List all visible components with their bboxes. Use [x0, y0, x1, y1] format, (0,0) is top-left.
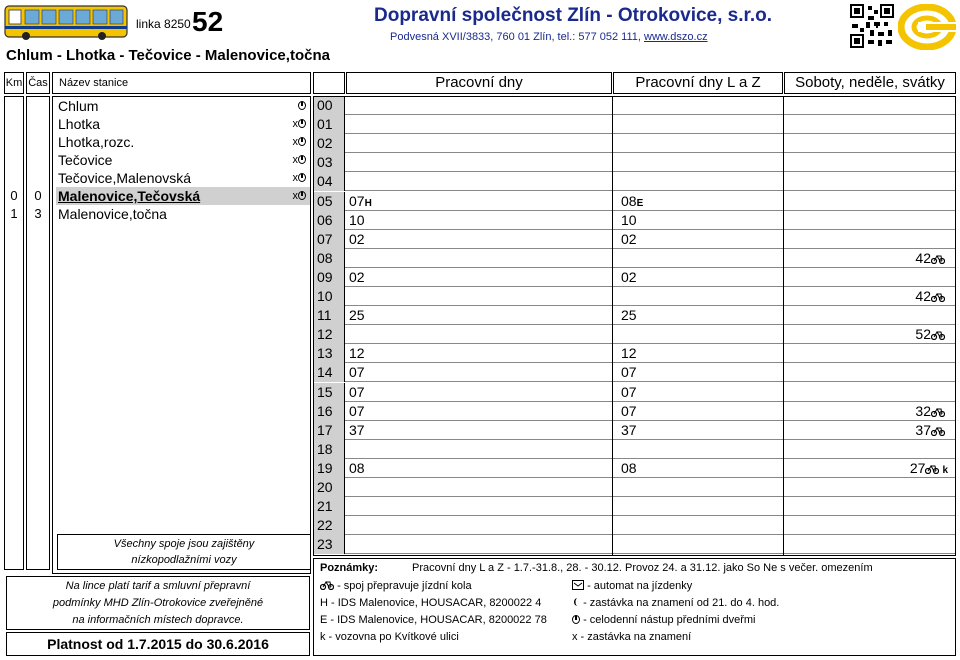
timetable-row [313, 402, 956, 421]
low-floor-line-2: nízkopodlažními vozy [131, 554, 237, 566]
timetable-row [313, 153, 956, 172]
workday-lz-departure [621, 459, 637, 478]
hour-label: 04 [313, 172, 345, 191]
weekend-departure [910, 459, 948, 478]
departure-minute: 02 [349, 268, 365, 285]
departure-note: H [364, 197, 372, 209]
workday-lz-departure [621, 421, 637, 440]
hour-label: 07 [313, 230, 345, 249]
bicycle-icon [931, 330, 945, 340]
workday-lz-departure [621, 402, 637, 421]
departure-minute: 37 [349, 421, 365, 438]
bicycle-icon [931, 292, 945, 302]
timetable-row [313, 249, 956, 268]
timetable-row [313, 497, 956, 516]
ticket-machine-icon [572, 580, 584, 590]
departure-note: E [636, 197, 644, 209]
lz-note: Pracovní dny L a Z - 1.7.-31.8., 28. - 30.12. Provoz 24. a 31.12. jako So Ne s večer. omezením [412, 562, 873, 574]
time-column-header: Čas [26, 72, 50, 94]
low-floor-line-1: Všechny spoje jsou zajištěny [113, 538, 255, 550]
workday-departure [349, 363, 365, 382]
timetable-row [313, 211, 956, 230]
notes-title: Poznámky: [320, 562, 379, 574]
weekend-departure [945, 535, 948, 554]
hour-label: 08 [313, 249, 345, 268]
weekend-departure [915, 249, 948, 268]
timetable-row [313, 344, 956, 363]
weekend-departure [945, 497, 948, 516]
timetable-row [313, 268, 956, 287]
low-floor-note [57, 534, 311, 570]
timetable-row [313, 421, 956, 440]
front-door-icon [298, 191, 306, 200]
weekend-departure [945, 96, 948, 115]
hour-label: 15 [313, 383, 345, 402]
front-door-icon [572, 615, 580, 624]
weekend-departure [915, 287, 948, 306]
departure-minute: 02 [349, 230, 365, 247]
hour-label: 13 [313, 344, 345, 363]
bus-icon [4, 4, 128, 40]
weekend-departure [945, 363, 948, 382]
timetable-row [313, 363, 956, 382]
bike-note-text: - spoj přepravuje jízdní kola [337, 580, 472, 592]
hour-label: 17 [313, 421, 345, 440]
tariff-line-1: Na lince platí tarif a smluvní přepravní [65, 580, 251, 592]
bicycle-icon [931, 254, 945, 264]
company-name: Dopravní společnost Zlín - Otrokovice, s.r.o. [374, 5, 773, 26]
workday-lz-departure [621, 383, 637, 402]
departure-minute: 07 [621, 364, 637, 381]
workday-departure [349, 459, 365, 478]
bicycle-icon [925, 464, 939, 474]
validity-period: Platnost od 1.7.2015 do 30.6.2016 [6, 632, 310, 656]
front-door-icon [298, 173, 306, 182]
weekend-departure [915, 325, 948, 344]
x-note: x - zastávka na znamení [572, 631, 692, 643]
departure-minute: 08 [349, 459, 365, 476]
stop-item [58, 169, 310, 187]
departure-minute: 07 [349, 192, 365, 209]
request-stop-flag: x [292, 172, 298, 184]
e-note: E - IDS Malenovice, HOUSACAR, 8200022 78 [320, 614, 547, 626]
stop-name: Tečovice [58, 152, 113, 168]
departure-note: k [942, 464, 948, 476]
departure-minute: 07 [349, 402, 365, 419]
workday-departure [349, 211, 365, 230]
timetable-row [313, 535, 956, 554]
stop-km: 1 [10, 206, 18, 221]
timetable-row [313, 478, 956, 497]
departure-minute: 12 [349, 345, 365, 362]
workday-lz-departure [621, 192, 643, 211]
request-stop-text: - zastávka na znamení od 21. do 4. hod. [583, 597, 780, 609]
km-column-header: Km [4, 72, 24, 94]
hour-label: 19 [313, 459, 345, 478]
h-note: H - IDS Malenovice, HOUSACAR, 8200022 4 [320, 597, 542, 609]
front-door-text: - celodenní nástup předními dveřmi [583, 614, 756, 626]
stop-name: Lhotka,rozc. [58, 134, 135, 150]
hour-label: 14 [313, 363, 345, 382]
weekend-departure [945, 516, 948, 535]
weekend-departure [945, 172, 948, 191]
k-note: k - vozovna po Kvítkové ulici [320, 631, 459, 643]
workday-departure [349, 383, 365, 402]
front-door-icon [298, 137, 306, 146]
stop-flags [293, 133, 307, 151]
timetable-row [313, 115, 956, 134]
hour-label: 18 [313, 440, 345, 459]
bicycle-icon [931, 407, 945, 417]
timetable-row [313, 172, 956, 191]
departure-minute: 10 [349, 211, 365, 228]
workday-lz-departure [621, 306, 637, 325]
departure-minute: 02 [621, 230, 637, 247]
time-column [26, 96, 50, 570]
stop-name-column-header: Název stanice [52, 72, 311, 94]
hour-label: 16 [313, 402, 345, 421]
weekend-departure [945, 383, 948, 402]
stop-item [58, 115, 310, 133]
workday-departure [349, 230, 365, 249]
workday-departure [349, 306, 365, 325]
front-door-note [572, 613, 756, 627]
timetable-row [313, 134, 956, 153]
front-door-icon [298, 119, 306, 128]
stop-flags [293, 187, 307, 205]
hour-label: 23 [313, 535, 345, 554]
weekend-departure [915, 421, 948, 440]
timetable-row [313, 230, 956, 249]
km-column [4, 96, 24, 570]
stop-item [58, 205, 310, 223]
hour-label: 11 [313, 306, 345, 325]
departure-minute: 12 [621, 345, 637, 362]
company-logo-icon [898, 4, 956, 50]
workday-departure [349, 421, 365, 440]
weekend-departure [945, 115, 948, 134]
weekend-departure [945, 268, 948, 287]
weekend-departure [945, 440, 948, 459]
weekend-departure [945, 153, 948, 172]
hour-label: 05 [313, 192, 345, 211]
workday-departure [349, 344, 365, 363]
weekend-departure [945, 306, 948, 325]
workday-lz-departure [621, 363, 637, 382]
request-stop-flag: x [292, 154, 298, 166]
line-label: linka 8250 [136, 17, 191, 31]
hour-label: 06 [313, 211, 345, 230]
departure-minute: 32 [915, 402, 931, 419]
departure-minute: 08 [621, 192, 637, 209]
moon-icon [572, 597, 580, 607]
weekend-departure [945, 344, 948, 363]
workdays-lz-column-header: Pracovní dny L a Z [613, 72, 783, 94]
route-title: Chlum - Lhotka - Tečovice - Malenovice,točna [6, 47, 330, 64]
hour-label: 22 [313, 516, 345, 535]
stop-name: Malenovice,točna [58, 206, 167, 222]
departure-minute: 37 [915, 421, 931, 438]
hour-label: 10 [313, 287, 345, 306]
tariff-note [6, 576, 310, 630]
company-address [390, 31, 708, 43]
weekend-departure [915, 402, 948, 421]
front-door-icon [298, 101, 306, 110]
front-door-icon [298, 155, 306, 164]
timetable-row [313, 383, 956, 402]
bicycle-icon [320, 580, 334, 590]
departure-minute: 08 [621, 459, 637, 476]
weekend-column-header: Soboty, neděle, svátky [784, 72, 956, 94]
departure-minute: 02 [621, 268, 637, 285]
departure-minute: 42 [915, 288, 931, 304]
weekend-departure [945, 134, 948, 153]
hour-label: 09 [313, 268, 345, 287]
departure-minute: 52 [915, 326, 931, 343]
stop-flags [298, 97, 306, 115]
stop-item [58, 97, 310, 115]
hour-label: 00 [313, 96, 345, 115]
company-web-link[interactable]: www.dszo.cz [644, 31, 708, 43]
stop-flags [293, 169, 307, 187]
column-divider [612, 96, 613, 556]
timetable-row [313, 306, 956, 325]
notes-section [313, 558, 956, 656]
column-divider [783, 96, 784, 556]
request-stop-flag: x [292, 190, 298, 202]
weekend-departure [945, 230, 948, 249]
hour-label: 03 [313, 153, 345, 172]
line-number: 52 [192, 6, 224, 37]
request-stop-flag: x [292, 136, 298, 148]
workday-departure [349, 268, 365, 287]
hour-label: 02 [313, 134, 345, 153]
stop-flags [293, 151, 307, 169]
qr-code-icon [850, 4, 894, 48]
departure-minute: 07 [349, 364, 365, 381]
bike-note [320, 579, 472, 593]
ticket-machine-note [572, 579, 692, 593]
hour-label: 12 [313, 325, 345, 344]
departure-minute: 27 [909, 459, 926, 476]
workday-departure [349, 192, 372, 211]
workdays-column-header: Pracovní dny [346, 72, 612, 94]
timetable-row [313, 516, 956, 535]
timetable-row [313, 440, 956, 459]
stop-flags [293, 115, 307, 133]
stop-item [58, 151, 310, 169]
timetable-row [313, 325, 956, 344]
stop-time: 0 [34, 188, 42, 203]
bicycle-icon [931, 426, 945, 436]
timetable-row [313, 287, 956, 306]
timetable-row [313, 192, 956, 211]
weekend-departure [945, 192, 948, 211]
departure-minute: 25 [349, 307, 365, 324]
hour-column-header [313, 72, 345, 94]
stop-name: Chlum [58, 98, 99, 114]
stop-item [56, 187, 310, 205]
tariff-line-2: podmínky MHD Zlín-Otrokovice zveřejněné [52, 597, 264, 609]
weekend-departure [945, 211, 948, 230]
weekend-departure [945, 478, 948, 497]
workday-lz-departure [621, 268, 637, 287]
stop-time: 3 [34, 206, 42, 221]
hour-label: 20 [313, 478, 345, 497]
workday-lz-departure [621, 230, 637, 249]
departure-minute: 25 [621, 307, 637, 324]
departure-minute: 42 [915, 249, 931, 266]
stop-km: 0 [10, 188, 18, 203]
timetable-row [313, 459, 956, 478]
tariff-line-3: na informačních místech dopravce. [72, 614, 244, 626]
ticket-machine-text: - automat na jízdenky [587, 580, 693, 592]
departure-minute: 07 [621, 402, 637, 419]
stop-name: Malenovice,Tečovská [58, 188, 201, 204]
departure-minute: 37 [621, 421, 637, 438]
stop-name: Tečovice,Malenovská [58, 170, 192, 186]
departure-minute: 07 [621, 383, 637, 400]
departure-minute: 10 [621, 211, 637, 228]
stop-name: Lhotka [58, 116, 101, 132]
workday-departure [349, 402, 365, 421]
timetable-row [313, 96, 956, 115]
hour-label: 21 [313, 497, 345, 516]
request-stop-note [572, 596, 779, 610]
workday-lz-departure [621, 344, 637, 363]
company-address-text: Podvesná XVII/3833, 760 01 Zlín, tel.: 577 052 111, [390, 31, 641, 43]
workday-lz-departure [621, 211, 637, 230]
hour-label: 01 [313, 115, 345, 134]
departure-minute: 07 [349, 383, 365, 400]
stop-item [58, 133, 310, 151]
request-stop-flag: x [292, 118, 298, 130]
